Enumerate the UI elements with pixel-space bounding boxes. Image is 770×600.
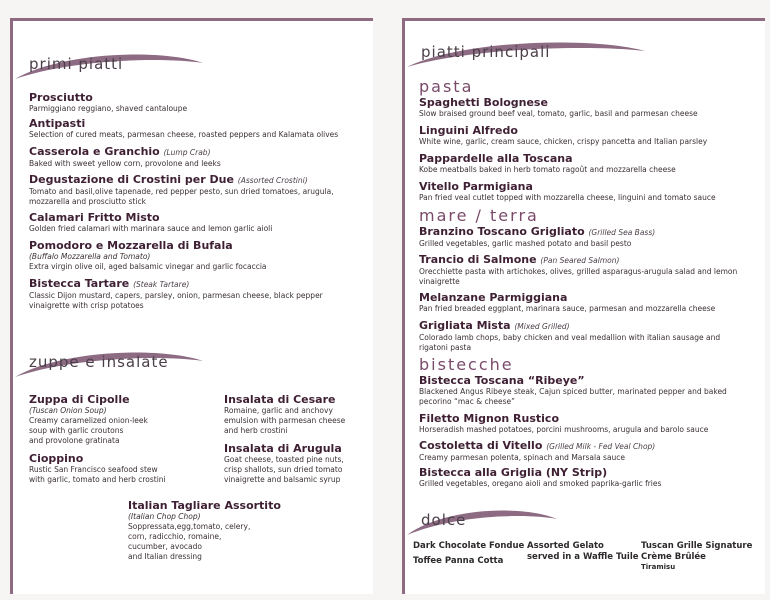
dolce-item: Dark Chocolate Fondue bbox=[413, 541, 525, 551]
menu-item bbox=[29, 117, 364, 145]
item-desc: Selection of cured meats, parmesan cheese, roasted peppers and Kalamata olives bbox=[29, 130, 339, 139]
item-desc: and provolone gratinata bbox=[29, 436, 120, 445]
item-desc-2: vinaigrette with crisp potatoes bbox=[29, 301, 144, 310]
item-name: Insalata di Arugula bbox=[224, 442, 342, 455]
item-desc: soup with garlic croutons bbox=[29, 426, 124, 435]
menu-item bbox=[419, 374, 759, 412]
item-desc: Kobe meatballs baked in herb tomato ragoût and mozzarella cheese bbox=[419, 165, 676, 174]
menu-item bbox=[29, 91, 364, 117]
dolce-item: Crème Brûlée bbox=[641, 552, 706, 562]
item-desc: and Italian dressing bbox=[128, 552, 202, 561]
menu-item bbox=[29, 211, 364, 239]
primi-list bbox=[29, 91, 364, 315]
item-desc-2: pecorino “mac & cheese” bbox=[419, 397, 516, 406]
menu-item bbox=[419, 96, 759, 124]
item-desc: cucumber, avocado bbox=[128, 542, 202, 551]
item-name: Antipasti bbox=[29, 117, 86, 130]
dolce-item: Tuscan Grille Signature bbox=[641, 541, 753, 551]
item-desc-2: vinaigrette bbox=[419, 277, 460, 286]
item-name: Casserola e Granchio bbox=[29, 145, 160, 158]
item-desc: and herb crostini bbox=[224, 426, 288, 435]
item-desc: Parmiggiano reggiano, shaved cantaloupe bbox=[29, 104, 188, 113]
item-name: Melanzane Parmiggiana bbox=[419, 291, 568, 304]
item-name: Spaghetti Bolognese bbox=[419, 96, 548, 109]
item-name: Insalata di Cesare bbox=[224, 393, 336, 406]
item-name: Grigliata Mista bbox=[419, 319, 511, 332]
item-desc: corn, radicchio, romaine, bbox=[128, 532, 222, 541]
item-desc: vinaigrette and balsamic syrup bbox=[224, 475, 341, 484]
item-desc: Goat cheese, toasted pine nuts, bbox=[224, 455, 344, 464]
item-name: Bistecca Tartare bbox=[29, 277, 130, 290]
item-desc: Golden fried calamari with marinara sauce and lemon garlic aioli bbox=[29, 224, 273, 233]
item-name: Costoletta di Vitello bbox=[419, 439, 543, 452]
category-mare-terra: mare / terra bbox=[419, 206, 539, 225]
menu-item bbox=[419, 291, 759, 319]
menu-item bbox=[419, 253, 759, 291]
item-desc: Tomato and basil,olive tapenade, red pepper pesto, sun dried tomatoes, arugula, bbox=[29, 187, 334, 196]
item-name: Italian Tagliare Assortito bbox=[128, 499, 281, 512]
primi-heading: primi piatti bbox=[29, 55, 124, 73]
item-note: (Steak Tartare) bbox=[133, 280, 190, 289]
item-desc: Blackened Angus Ribeye steak, Cajun spiced butter, marinated pepper and baked bbox=[419, 387, 727, 396]
item-desc: Orecchiette pasta with artichokes, olives, grilled asparagus-arugula salad and lemon bbox=[419, 267, 738, 276]
item-name: Branzino Toscano Grigliato bbox=[419, 225, 585, 238]
item-name: Bistecca alla Griglia (NY Strip) bbox=[419, 466, 608, 479]
item-desc: with garlic, tomato and herb crostini bbox=[29, 475, 166, 484]
item-note: (Lump Crab) bbox=[163, 148, 211, 157]
item-name: Linguini Alfredo bbox=[419, 124, 518, 137]
item-name: Vitello Parmigiana bbox=[419, 180, 533, 193]
item-desc: Extra virgin olive oil, aged balsamic vinegar and garlic focaccia bbox=[29, 262, 267, 271]
item-name: Filetto Mignon Rustico bbox=[419, 412, 560, 425]
menu-item bbox=[419, 439, 759, 466]
item-note: (Assorted Crostini) bbox=[237, 176, 308, 185]
item-desc: Grilled vegetables, oregano aioli and smoked paprika-garlic fries bbox=[419, 479, 662, 488]
dolce-item: Assorted Gelato bbox=[527, 541, 604, 551]
item-note: (Italian Chop Chop) bbox=[128, 512, 201, 521]
menu-item bbox=[29, 239, 364, 277]
item-desc: Creamy parmesan polenta, spinach and Marsala sauce bbox=[419, 453, 626, 462]
item-name: Bistecca Toscana “Ribeye” bbox=[419, 374, 585, 387]
menu-item bbox=[419, 152, 759, 180]
category-bistecche: bistecche bbox=[419, 355, 514, 374]
dolce-item: Tiramisu bbox=[641, 563, 676, 571]
zuppe-col-1 bbox=[29, 393, 209, 485]
item-desc: White wine, garlic, cream sauce, chicken, crispy pancetta and Italian parsley bbox=[419, 137, 708, 146]
primi-banner bbox=[13, 49, 213, 83]
principali-heading: piatti principali bbox=[421, 43, 551, 61]
item-desc: Romaine, garlic and anchovy bbox=[224, 406, 333, 415]
dolce-col-2 bbox=[527, 541, 642, 563]
item-note: (Grilled Sea Bass) bbox=[588, 228, 656, 237]
dolce-item: Toffee Panna Cotta bbox=[413, 556, 504, 566]
item-desc: Classic Dijon mustard, capers, parsley, onion, parmesan cheese, black pepper bbox=[29, 291, 323, 300]
item-name: Cioppino bbox=[29, 452, 84, 465]
item-desc: Creamy caramelized onion-leek bbox=[29, 416, 148, 425]
item-note: (Tuscan Onion Soup) bbox=[29, 406, 107, 415]
menu-item bbox=[419, 412, 759, 439]
item-desc: Horseradish mashed potatoes, porcini mushrooms, arugula and barolo sauce bbox=[419, 425, 709, 434]
item-name: Degustazione di Crostini per Due bbox=[29, 173, 234, 186]
category-pasta: pasta bbox=[419, 77, 474, 96]
menu-item bbox=[419, 225, 759, 253]
principali-list bbox=[419, 77, 759, 492]
item-desc: Slow braised ground beef veal, tomato, garlic, basil and parmesan cheese bbox=[419, 109, 698, 118]
dolce-item: served in a Waffle Tuile bbox=[527, 552, 639, 562]
dolce-col-1 bbox=[413, 541, 533, 567]
item-name: Trancio di Salmone bbox=[419, 253, 537, 266]
menu-item bbox=[419, 124, 759, 152]
item-desc-2: mozzarella and prosciutto stick bbox=[29, 197, 146, 206]
item-desc-2: rigatoni pasta bbox=[419, 343, 472, 352]
item-name: Calamari Fritto Misto bbox=[29, 211, 160, 224]
menu-item bbox=[419, 319, 759, 355]
item-desc: emulsion with parmesan cheese bbox=[224, 416, 346, 425]
dolce-banner bbox=[405, 505, 565, 539]
zuppe-tagliare bbox=[128, 499, 328, 562]
zuppe-banner bbox=[13, 347, 213, 381]
item-note: (Grilled Milk - Fed Veal Chop) bbox=[546, 442, 656, 451]
item-name: Prosciutto bbox=[29, 91, 93, 104]
item-desc: Rustic San Francisco seafood stew bbox=[29, 465, 158, 474]
item-name: Pomodoro e Mozzarella di Bufala bbox=[29, 239, 233, 252]
item-subtitle: (Buffalo Mozzarella and Tomato) bbox=[29, 252, 151, 261]
right-menu-page bbox=[402, 18, 765, 594]
item-desc: Baked with sweet yellow corn, provolone and leeks bbox=[29, 159, 221, 168]
zuppe-heading: zuppe e insalate bbox=[29, 353, 169, 371]
dolce-heading: dolce bbox=[421, 511, 467, 529]
zuppe-col-2 bbox=[224, 393, 369, 485]
item-desc: Soppressata,egg,tomato, celery, bbox=[128, 522, 251, 531]
item-desc: crisp shallots, sun dried tomato bbox=[224, 465, 343, 474]
menu-item bbox=[29, 145, 364, 173]
menu-item bbox=[29, 277, 364, 315]
item-name: Pappardelle alla Toscana bbox=[419, 152, 573, 165]
item-note: (Mixed Grilled) bbox=[514, 322, 570, 331]
item-desc: Colorado lamb chops, baby chicken and veal medallion with italian sausage and bbox=[419, 333, 721, 342]
item-note: (Pan Seared Salmon) bbox=[540, 256, 620, 265]
item-name: Zuppa di Cipolle bbox=[29, 393, 130, 406]
menu-item bbox=[419, 180, 759, 206]
item-desc: Grilled vegetables, garlic mashed potato and basil pesto bbox=[419, 239, 632, 248]
item-desc: Pan fried veal cutlet topped with mozzarella cheese, linguini and tomato sauce bbox=[419, 193, 716, 202]
item-desc: Pan fried breaded eggplant, marinara sauce, parmesan and mozzarella cheese bbox=[419, 304, 716, 313]
menu-item bbox=[29, 173, 364, 211]
left-menu-page bbox=[10, 18, 373, 594]
menu-item bbox=[419, 466, 759, 492]
principali-banner bbox=[405, 37, 655, 71]
dolce-col-3 bbox=[641, 541, 765, 571]
